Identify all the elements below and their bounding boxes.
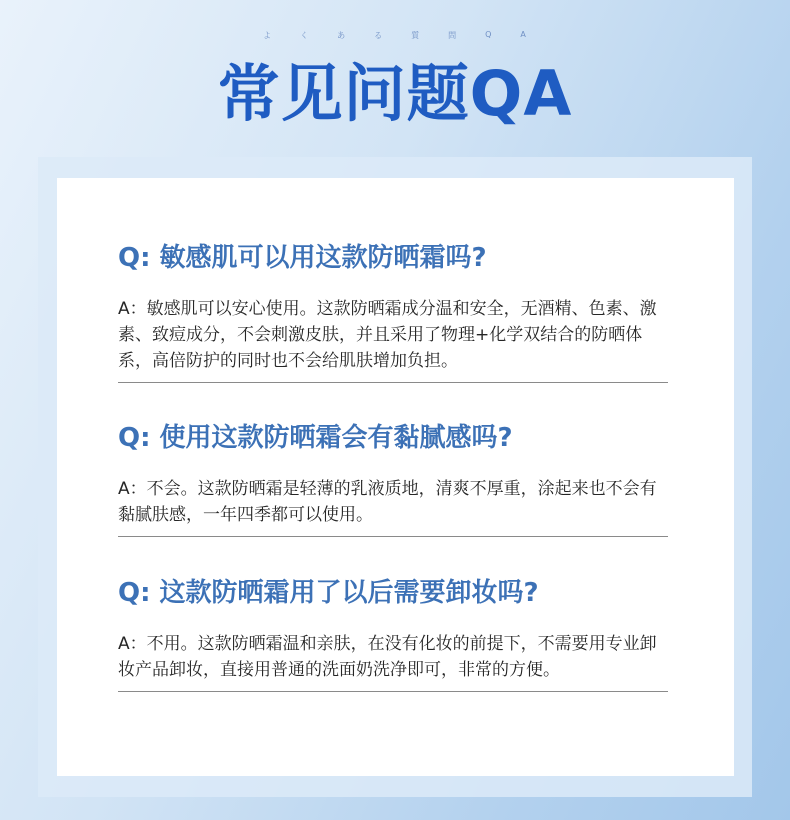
question-2: Q: 使用这款防晒霜会有黏腻感吗? bbox=[118, 423, 513, 453]
page-title: 常见问题QA bbox=[217, 57, 573, 130]
kana-char: Q bbox=[485, 30, 493, 39]
question-1: Q: 敏感肌可以用这款防晒霜吗? bbox=[118, 243, 487, 273]
kana-char: る bbox=[374, 31, 384, 40]
kana-subtitle bbox=[0, 30, 790, 41]
kana-char: よ bbox=[263, 31, 273, 40]
kana-char: あ bbox=[337, 31, 347, 40]
kana-char: 質 bbox=[411, 31, 421, 40]
kana-char: く bbox=[300, 31, 310, 40]
answer-2: A：不会。这款防晒霜是轻薄的乳液质地，清爽不厚重，涂起来也不会有黏腻肤感，一年四季都可以使用。 bbox=[118, 479, 657, 525]
question-3: Q: 这款防晒霜用了以后需要卸妆吗? bbox=[118, 578, 539, 608]
answer-3: A：不用。这款防晒霜温和亲肤，在没有化妆的前提下，不需要用专业卸妆产品卸妆，直接用普通的洗面奶洗净即可，非常的方便。 bbox=[118, 634, 657, 680]
qa-item-1 bbox=[118, 237, 668, 383]
qa-item-2 bbox=[118, 417, 668, 537]
kana-char: A bbox=[520, 30, 527, 39]
kana-char: 問 bbox=[448, 31, 458, 40]
qa-item-3 bbox=[118, 572, 668, 692]
answer-1: A：敏感肌可以安心使用。这款防晒霜成分温和安全，无酒精、色素、激素、致痘成分，不会刺激皮肤，并且采用了物理+化学双结合的防晒体系，高倍防护的同时也不会给肌肤增加负担。 bbox=[118, 299, 657, 371]
